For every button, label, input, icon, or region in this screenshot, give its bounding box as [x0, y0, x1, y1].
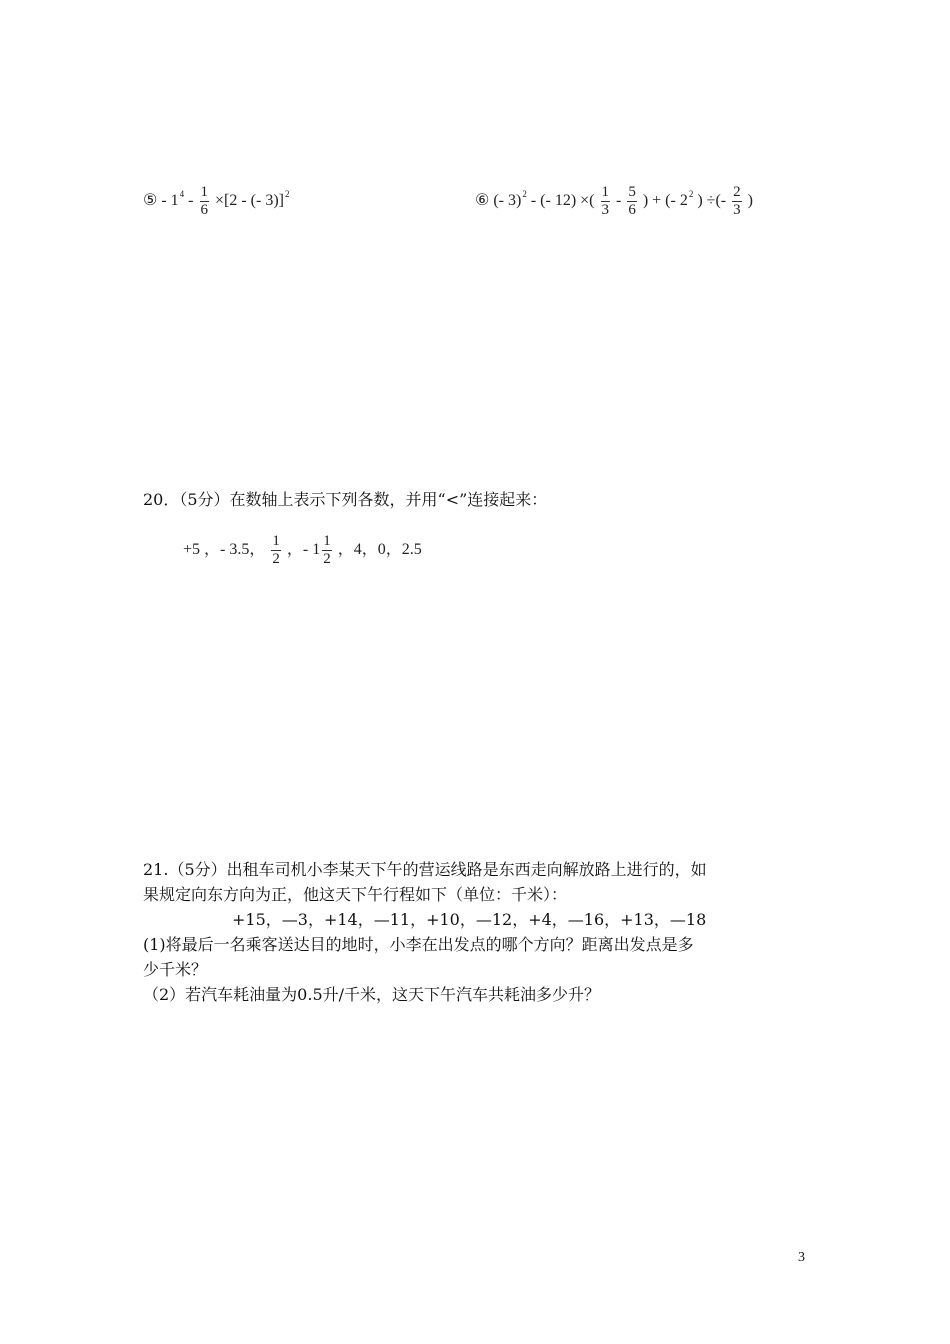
- question-21-line-1: 21.（5分）出租车司机小李某天下午的营运线路是东西走向解放路上进行的，如: [143, 860, 707, 879]
- question-21-line-2: 果规定向东方向为正，他这天下午行程如下（单位：千米）：: [143, 885, 568, 904]
- problem-5-marker: ⑤: [143, 192, 158, 210]
- fraction: $\frac{1}{6}$: [200, 184, 208, 218]
- fraction: $\frac{2}{3}$: [733, 184, 741, 218]
- question-21-sub-1-line-1: (1)将最后一名乘客送达目的地时，小李在出发点的哪个方向？距离出发点是多: [143, 935, 694, 954]
- fraction: $\frac{5}{6}$: [628, 184, 636, 218]
- page-number: 3: [798, 1250, 805, 1265]
- problem-6-expression: ⑥ (- 3)$^2$ - (- 12) ×( $\frac{1}{3}$ - $\frac{5}{6}$ ) + (- $2^2$ ) ÷(- $\frac{2}{3}$ ): [475, 184, 753, 218]
- problem-5-expression: ⑤ - $1^4$ - $\frac{1}{6}$ ×[2 - (- 3)]$^2$: [143, 184, 290, 218]
- fraction: $\frac{1}{2}$: [272, 533, 280, 567]
- question-20-title: 20．（5分）在数轴上表示下列各数，并用“<”连接起来：: [143, 490, 548, 509]
- question-21-sub-2: （2）若汽车耗油量为0.5升/千米，这天下午汽车共耗油多少升？: [143, 985, 601, 1004]
- fraction: $\frac{1}{2}$: [323, 533, 331, 567]
- fraction: $\frac{1}{3}$: [601, 184, 609, 218]
- question-21-sub-1-line-2: 少千米？: [143, 960, 208, 979]
- problem-6-marker: ⑥: [475, 192, 490, 210]
- question-20-numbers: +5 ，- 3.5， $\frac{1}{2}$ ，- 1 $\frac{1}{2}$ ，4，0，2.5: [183, 533, 422, 567]
- question-21-data: +15，—3，+14，—11，+10，—12，+4，—16，+13，—18: [232, 910, 707, 929]
